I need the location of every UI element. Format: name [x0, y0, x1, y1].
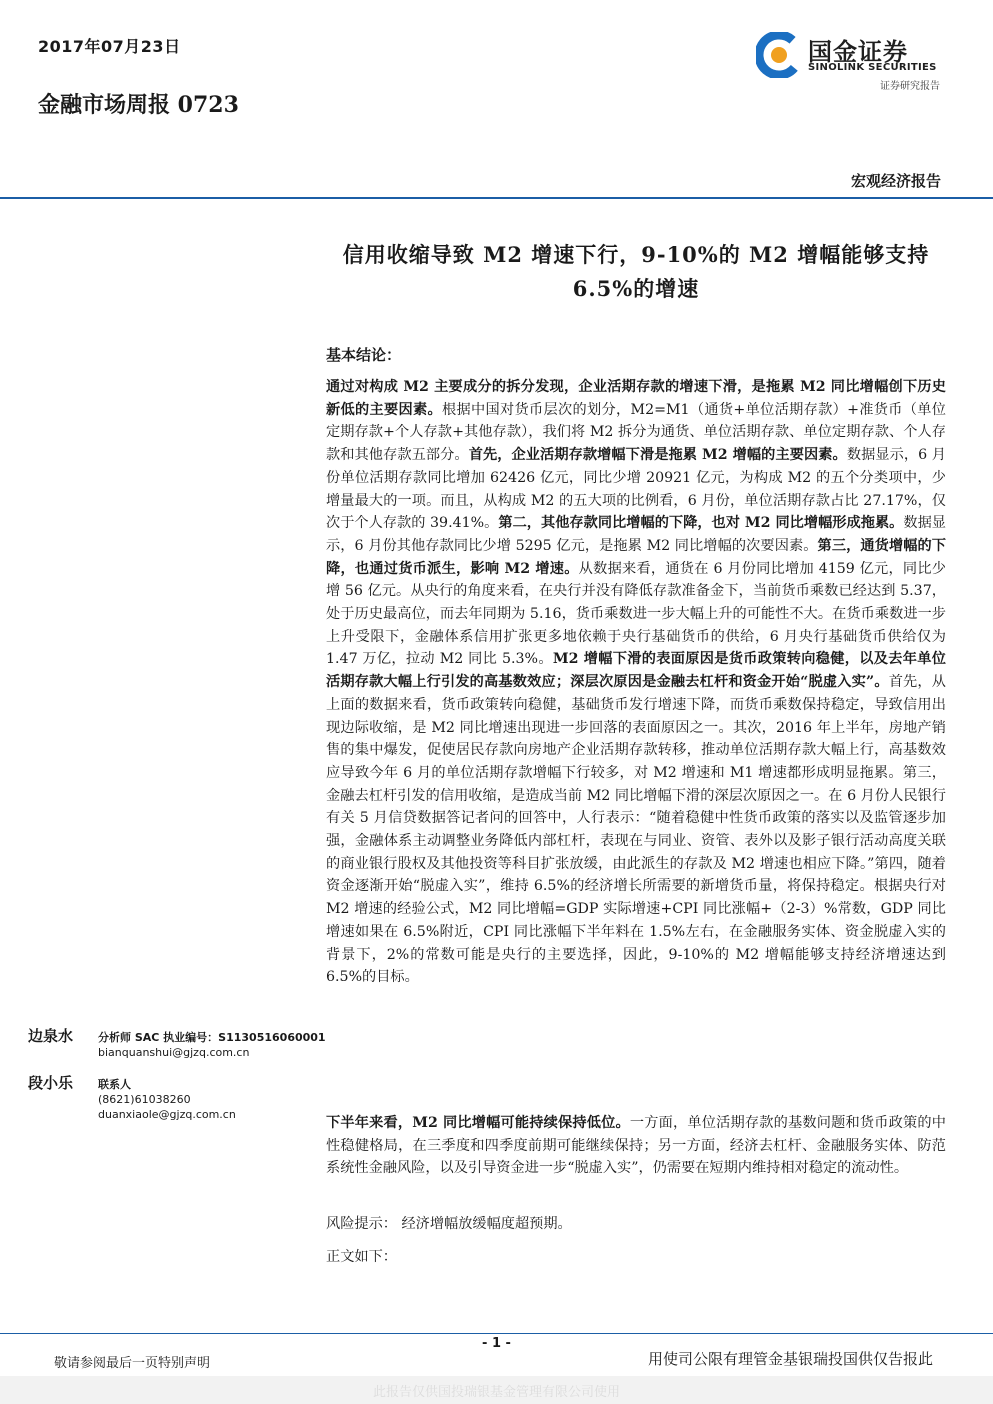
report-type: 宏观经济报告 [850, 172, 941, 190]
section-heading: 基本结论： [326, 346, 402, 364]
body-sentence: 数据显示，6 月份单位活期存款同比增加 62426 亿元，同比少增 20921 亿元，为构成 M2 的五个分类项中，少增量最大的一项。而且，从构成 M2 的五大项的比例看，6 月份，单位活期存款占比 27.17%，仅次于个人存款的 39.41%。 [326, 447, 946, 532]
conclusion-paragraph-2 [326, 1112, 946, 1180]
report-title-line2: 6.5%的增速 [572, 276, 700, 301]
watermark-text: 此报告仅供国投瑞银基金管理有限公司使用 [372, 1385, 620, 1400]
conclusion-paragraph-1 [326, 376, 946, 989]
page-number: - 1 - [482, 1336, 511, 1351]
bold-finding: 下半年来看，M2 同比增幅可能持续保持低位。 [326, 1115, 630, 1131]
contact-email[interactable]: duanxiaole@gjzq.com.cn [98, 1108, 236, 1121]
report-title [318, 238, 954, 306]
footer-disclaimer: 敬请参阅最后一页特别声明 [54, 1356, 211, 1371]
body-sentence: 根据中国对货币层次的划分，M2=M1（通货+单位活期存款）+准货币（单位定期存款+个人存款+其他存款），我们将 M2 拆分为通货、单位活期存款、单位定期存款、个人存款和其他存款五部分。 [326, 401, 946, 464]
body-sentence: 从数据来看，通货在 6 月份同比增加 4159 亿元，同比少增 56 亿元。从央行的角度来看，在央行并没有降低存款准备金下，当前货币乘数已经达到 5.37，处于历史最高位，而去年同期为 5.16，货币乘数进一步大幅上升的可能性不大。在货币乘数进一步上升受限下，金融体系信用扩张更多地依赖于央行基础货币的供给，6 月央行基础货币供给仅为 1.47 万亿，拉动 M2 同比 5.3%。 [326, 560, 946, 668]
author-info [98, 1030, 326, 1060]
author-email[interactable]: bianquanshui@gjzq.com.cn [98, 1046, 250, 1059]
body-sentence: 数据显示，6 月份其他存款同比少增 5295 亿元，是拖累 M2 同比增幅的次要因素。 [326, 515, 946, 554]
author-name: 边泉水 [28, 1027, 74, 1045]
footer-divider [0, 1333, 993, 1334]
header-divider [0, 197, 993, 199]
contact-label: 联系人 [98, 1078, 131, 1091]
bold-finding: M2 增幅下滑的表面原因是货币政策转向稳健，以及去年单位活期存款大幅上行引发的高基数效应；深层次原因是金融去杠杆和资金开始“脱虚入实”。 [326, 651, 946, 691]
body-sentence: 首先，从上面的数据来看，货币政策转向稳健，基础货币发行增速下降，而货币乘数保持稳定，导致信用出现边际收缩，是 M2 同比增速出现进一步回落的表面原因之一。其次，2016 年上半年，房地产销售的集中爆发，促使居民存款向房地产企业活期存款转移，推动单位活期存款大幅上行，高基数效应导致今年 6 月的单位活期存款增幅下行较多，对 M2 增速和 M1 增速都形成明显拖累。第三，金融去杠杆引发的信用收缩，是造成当前 M2 同比增幅下滑的深层次原因之一。在 6 月份人民银行有关 5 月信贷数据答记者问的回答中，人行表示：“随着稳健中性货币政策的落实以及监管逐步加强，金融体系主动调整业务降低内部杠杆，表现在与同业、资管、表外以及影子银行活动高度关联的商业银行股权及其他投资等科目扩张放缓，由此派生的存款及 M2 增速也相应下降。”第四，随着资金逐渐开始“脱虚入实”，维持 6.5%的经济增长所需要的新增货币量，将保持稳定。根据央行对 M2 增速的经验公式，M2 同比增幅=GDP 实际增速+CPI 同比涨幅+（2-3）%常数，GDP 同比增速如果在 6.5%附近，CPI 同比涨幅下半年料在 1.5%左右，在金融服务实体、资金脱虚入实的背景下，2%的常数可能是央行的主要选择，因此，9-10%的 M2 增幅能够支持经济增速达到 6.5%的目标。 [326, 674, 946, 986]
logo-english-name: SINOLINK SECURITIES [808, 62, 937, 73]
contact-info [98, 1077, 236, 1122]
body-sentence: 一方面，单位活期存款的基数问题和货币政策的中性稳健格局，在三季度和四季度前期可能继续保持；另一方面，经济去杠杆、金融服务实体、防范系统性金融风险，以及引导资金进一步“脱虚入实”，仍需要在短期内维持相对稳定的流动性。 [326, 1115, 946, 1177]
bold-finding: 通过对构成 M2 主要成分的拆分发现，企业活期存款的增速下滑，是拖累 M2 同比增幅创下历史新低的主要因素。 [326, 379, 946, 418]
company-logo [756, 30, 946, 92]
author-credential: 分析师 SAC 执业编号：S1130516060001 [98, 1031, 326, 1044]
main-text-intro: 正文如下： [326, 1249, 397, 1265]
contact-phone: (8621)61038260 [98, 1093, 191, 1106]
bold-finding: 首先，企业活期存款增幅下滑是拖累 M2 增幅的主要因素。 [468, 447, 847, 464]
bold-finding: 第三，通货增幅的下降，也通过货币派生，影响 M2 增速。 [326, 537, 946, 577]
logo-subtitle: 证券研究报告 [880, 81, 940, 92]
sinolink-logo-icon [756, 32, 802, 78]
bold-finding: 第二，其他存款同比增幅的下降，也对 M2 同比增幅形成拖累。 [498, 515, 904, 532]
report-date: 2017年07月23日 [38, 37, 181, 56]
footer-usage-note: 用使司公限有理管金基银瑞投国供仅告报此 [647, 1350, 933, 1368]
report-title-line1: 信用收缩导致 M2 增速下行，9-10%的 M2 增幅能够支持 [342, 242, 930, 267]
contact-name: 段小乐 [28, 1074, 74, 1092]
report-name: 金融市场周报 0723 [38, 92, 239, 118]
logo-chinese-name: 国金证券 [808, 38, 908, 66]
risk-warning: 风险提示： 经济增幅放缓幅度超预期。 [326, 1216, 572, 1232]
